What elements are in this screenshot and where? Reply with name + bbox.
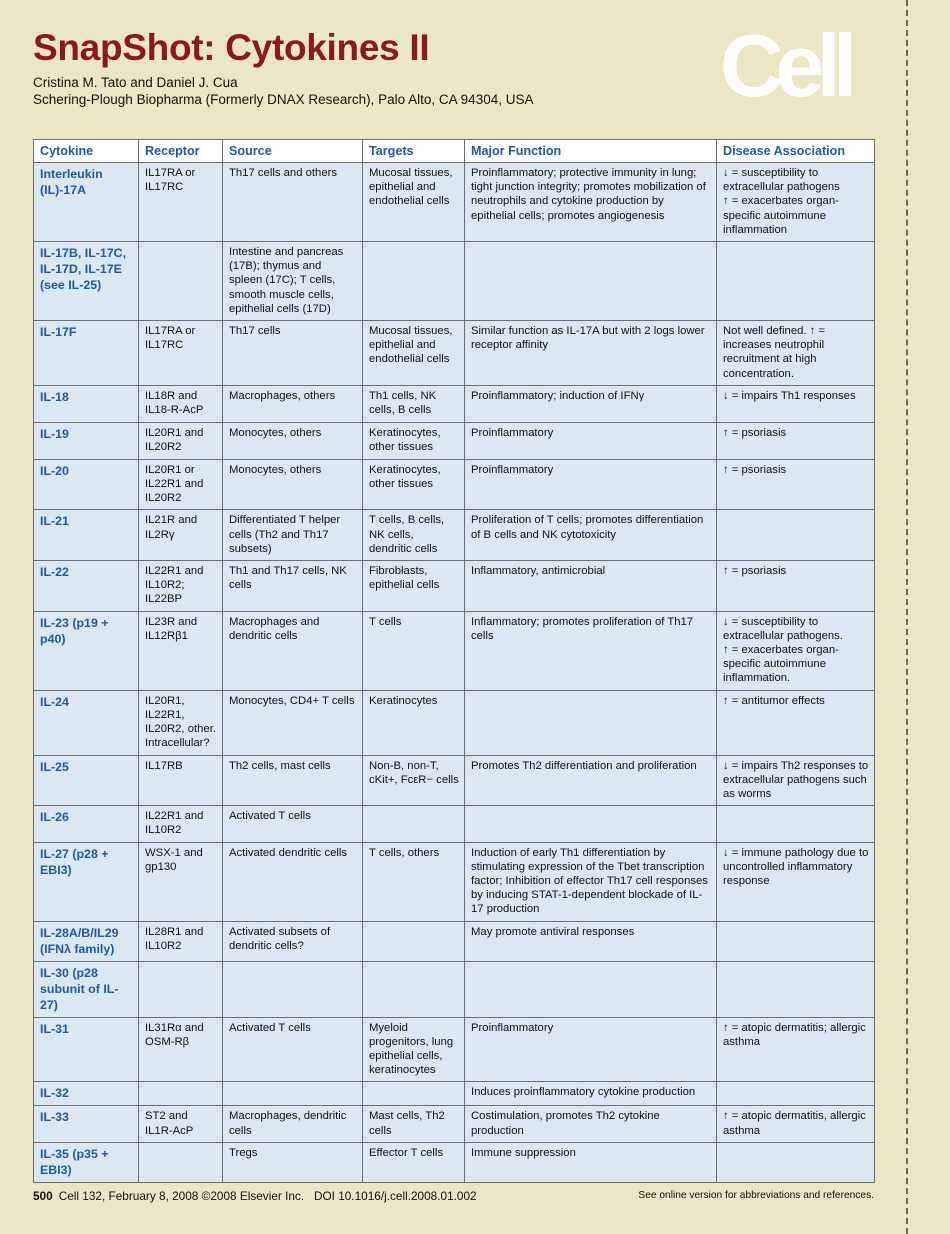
- table-row: [34, 459, 875, 510]
- cell-targets: [363, 1082, 465, 1106]
- cell-cytokine: IL-32: [34, 1082, 139, 1106]
- page-number: 500: [33, 1189, 53, 1203]
- cell-targets: Myeloid progenitors, lung epithelial cells, keratinocytes: [363, 1017, 465, 1082]
- citation: Cell 132, February 8, 2008 ©2008 Elsevier Inc. DOI 10.1016/j.cell.2008.01.002: [58, 1189, 477, 1203]
- cell-source: Macrophages, dendritic cells: [223, 1106, 363, 1143]
- cell-disease-association: [717, 1082, 875, 1106]
- cell-cytokine: IL-35 (p35 + EBI3): [34, 1143, 139, 1183]
- cell-receptor: ST2 and IL1R-AcP: [139, 1106, 223, 1143]
- cell-major-function: Proinflammatory: [465, 1017, 717, 1082]
- cell-targets: T cells, B cells, NK cells, dendritic cells: [363, 510, 465, 561]
- cell-cytokine: IL-20: [34, 459, 139, 510]
- cell-receptor: WSX-1 and gp130: [139, 842, 223, 921]
- cell-major-function: [465, 242, 717, 321]
- cell-receptor: IL28R1 and IL10R2: [139, 921, 223, 961]
- cell-disease-association: ↑ = atopic dermatitis, allergic asthma: [717, 1106, 875, 1143]
- header-disease-association: Disease Association: [717, 140, 875, 163]
- cell-cytokine: Interleukin (IL)-17A: [34, 163, 139, 242]
- cell-targets: Th1 cells, NK cells, B cells: [363, 385, 465, 422]
- header-major-function: Major Function: [465, 140, 717, 163]
- cell-major-function: Proliferation of T cells; promotes differentiation of B cells and NK cytotoxicity: [465, 510, 717, 561]
- cell-source: Macrophages, others: [223, 385, 363, 422]
- cell-receptor: IL17RA or IL17RC: [139, 321, 223, 386]
- cell-cytokine: IL-21: [34, 510, 139, 561]
- cell-receptor: IL31Rα and OSM-Rβ: [139, 1017, 223, 1082]
- cell-targets: Keratinocytes, other tissues: [363, 422, 465, 459]
- table-row: [34, 1143, 875, 1183]
- cell-cytokine: IL-30 (p28 subunit of IL-27): [34, 961, 139, 1017]
- cell-receptor: [139, 1143, 223, 1183]
- cell-source: Th17 cells and others: [223, 163, 363, 242]
- cell-source: Macrophages and dendritic cells: [223, 611, 363, 690]
- header-source: Source: [223, 140, 363, 163]
- cell-disease-association: [717, 961, 875, 1017]
- cell-source: Monocytes, CD4+ T cells: [223, 690, 363, 755]
- cell-disease-association: ↓ = impairs Th1 responses: [717, 385, 875, 422]
- table-row: [34, 1106, 875, 1143]
- cell-targets: T cells: [363, 611, 465, 690]
- cell-disease-association: ↓ = susceptibility to extracellular pathogens. ↑ = exacerbates organ-specific autoimmune inflammation.: [717, 611, 875, 690]
- cell-targets: [363, 961, 465, 1017]
- cell-cytokine: IL-31: [34, 1017, 139, 1082]
- table-row: [34, 385, 875, 422]
- footer-note: See online version for abbreviations and references.: [638, 1190, 874, 1201]
- cell-major-function: Costimulation, promotes Th2 cytokine production: [465, 1106, 717, 1143]
- table-header-row: [34, 140, 875, 163]
- cell-source: Tregs: [223, 1143, 363, 1183]
- table-row: [34, 755, 875, 806]
- footer-citation-block: [33, 1189, 477, 1203]
- cell-major-function: Proinflammatory; induction of IFNγ: [465, 385, 717, 422]
- cell-cytokine: IL-27 (p28 + EBI3): [34, 842, 139, 921]
- cell-source: Th2 cells, mast cells: [223, 755, 363, 806]
- cell-disease-association: [717, 806, 875, 842]
- cell-disease-association: ↓ = impairs Th2 responses to extracellular pathogens such as worms: [717, 755, 875, 806]
- cell-major-function: Inflammatory, antimicrobial: [465, 561, 717, 612]
- cell-receptor: IL22R1 and IL10R2: [139, 806, 223, 842]
- cell-disease-association: [717, 242, 875, 321]
- cell-source: Differentiated T helper cells (Th2 and Th17 subsets): [223, 510, 363, 561]
- cell-targets: [363, 921, 465, 961]
- table-row: [34, 163, 875, 242]
- cell-targets: Mucosal tissues, epithelial and endothelial cells: [363, 163, 465, 242]
- cell-disease-association: [717, 921, 875, 961]
- cell-major-function: [465, 961, 717, 1017]
- cell-source: Monocytes, others: [223, 422, 363, 459]
- cell-major-function: Proinflammatory; protective immunity in lung; tight junction integrity; promotes mobilization of neutrophils and cytokine production by epithelial cells; promotes angiogenesis: [465, 163, 717, 242]
- cell-source: Activated T cells: [223, 806, 363, 842]
- cell-source: Intestine and pancreas (17B); thymus and spleen (17C); T cells, smooth muscle cells, epithelial cells (17D): [223, 242, 363, 321]
- cell-disease-association: ↑ = antitumor effects: [717, 690, 875, 755]
- cell-source: Activated dendritic cells: [223, 842, 363, 921]
- cell-receptor: [139, 961, 223, 1017]
- cell-cytokine: IL-28A/B/IL29 (IFNλ family): [34, 921, 139, 961]
- cell-source: Activated subsets of dendritic cells?: [223, 921, 363, 961]
- cell-major-function: Induces proinflammatory cytokine production: [465, 1082, 717, 1106]
- cell-major-function: [465, 690, 717, 755]
- cell-cytokine: IL-23 (p19 + p40): [34, 611, 139, 690]
- cell-source: Activated T cells: [223, 1017, 363, 1082]
- table-row: [34, 842, 875, 921]
- table-row: [34, 422, 875, 459]
- cell-targets: Non-B, non-T, cKit+, FcεR− cells: [363, 755, 465, 806]
- cell-cytokine: IL-19: [34, 422, 139, 459]
- table-row: [34, 690, 875, 755]
- cell-source: Monocytes, others: [223, 459, 363, 510]
- table-row: [34, 921, 875, 961]
- cell-cytokine: IL-33: [34, 1106, 139, 1143]
- cell-receptor: IL20R1, IL22R1, IL20R2, other. Intracellular?: [139, 690, 223, 755]
- cell-targets: Keratinocytes: [363, 690, 465, 755]
- table-row: [34, 242, 875, 321]
- journal-logo: Cell: [720, 16, 850, 115]
- cell-targets: Fibroblasts, epithelial cells: [363, 561, 465, 612]
- table-row: [34, 806, 875, 842]
- cell-major-function: Similar function as IL-17A but with 2 logs lower receptor affinity: [465, 321, 717, 386]
- cell-disease-association: ↓ = immune pathology due to uncontrolled inflammatory response: [717, 842, 875, 921]
- cell-targets: Mast cells, Th2 cells: [363, 1106, 465, 1143]
- authors: Cristina M. Tato and Daniel J. Cua: [33, 75, 238, 90]
- table-row: [34, 510, 875, 561]
- cell-disease-association: Not well defined. ↑ = increases neutrophil recruitment at high concentration.: [717, 321, 875, 386]
- cell-source: Th1 and Th17 cells, NK cells: [223, 561, 363, 612]
- header-cytokine: Cytokine: [34, 140, 139, 163]
- cell-receptor: [139, 242, 223, 321]
- cell-source: Th17 cells: [223, 321, 363, 386]
- cell-disease-association: ↓ = susceptibility to extracellular pathogens ↑ = exacerbates organ-specific autoimmune inflammation: [717, 163, 875, 242]
- table-row: [34, 1082, 875, 1106]
- cell-cytokine: IL-22: [34, 561, 139, 612]
- cell-targets: [363, 806, 465, 842]
- cell-cytokine: IL-24: [34, 690, 139, 755]
- cell-major-function: Inflammatory; promotes proliferation of Th17 cells: [465, 611, 717, 690]
- table-row: [34, 321, 875, 386]
- cell-source: [223, 961, 363, 1017]
- table-row: [34, 1017, 875, 1082]
- cell-receptor: IL17RB: [139, 755, 223, 806]
- cell-targets: Keratinocytes, other tissues: [363, 459, 465, 510]
- cell-targets: [363, 242, 465, 321]
- cell-cytokine: IL-18: [34, 385, 139, 422]
- cell-receptor: IL21R and IL2Rγ: [139, 510, 223, 561]
- cell-targets: T cells, others: [363, 842, 465, 921]
- cell-targets: Effector T cells: [363, 1143, 465, 1183]
- cytokine-table: [33, 139, 875, 1183]
- cell-disease-association: ↑ = psoriasis: [717, 459, 875, 510]
- header-receptor: Receptor: [139, 140, 223, 163]
- page-title: SnapShot: Cytokines II: [33, 27, 430, 68]
- table-row: [34, 561, 875, 612]
- cell-receptor: IL18R and IL18-R-AcP: [139, 385, 223, 422]
- cell-receptor: IL22R1 and IL10R2; IL22BP: [139, 561, 223, 612]
- cell-disease-association: [717, 1143, 875, 1183]
- cell-cytokine: IL-17F: [34, 321, 139, 386]
- cell-major-function: May promote antiviral responses: [465, 921, 717, 961]
- table-row: [34, 961, 875, 1017]
- cell-receptor: IL20R1 or IL22R1 and IL20R2: [139, 459, 223, 510]
- cell-receptor: IL20R1 and IL20R2: [139, 422, 223, 459]
- table-row: [34, 611, 875, 690]
- affiliation: Schering-Plough Biopharma (Formerly DNAX Research), Palo Alto, CA 94304, USA: [33, 92, 534, 107]
- cell-major-function: Immune suppression: [465, 1143, 717, 1183]
- cell-receptor: IL23R and IL12Rβ1: [139, 611, 223, 690]
- cell-receptor: [139, 1082, 223, 1106]
- cell-cytokine: IL-26: [34, 806, 139, 842]
- cell-cytokine: IL-17B, IL-17C, IL-17D, IL-17E (see IL-25): [34, 242, 139, 321]
- cell-source: [223, 1082, 363, 1106]
- cell-receptor: IL17RA or IL17RC: [139, 163, 223, 242]
- cell-major-function: Induction of early Th1 differentiation by stimulating expression of the Tbet transcription factor; Inhibition of effector Th17 cell responses by inducing STAT-1-dependent blockade of IL-17 production: [465, 842, 717, 921]
- cell-major-function: [465, 806, 717, 842]
- cell-disease-association: ↑ = atopic dermatitis; allergic asthma: [717, 1017, 875, 1082]
- cell-major-function: Proinflammatory: [465, 459, 717, 510]
- header-targets: Targets: [363, 140, 465, 163]
- cell-disease-association: ↑ = psoriasis: [717, 561, 875, 612]
- cell-disease-association: [717, 510, 875, 561]
- cell-major-function: Promotes Th2 differentiation and proliferation: [465, 755, 717, 806]
- page-cut-line: [906, 0, 908, 1234]
- cell-targets: Mucosal tissues, epithelial and endothelial cells: [363, 321, 465, 386]
- cell-cytokine: IL-25: [34, 755, 139, 806]
- cell-disease-association: ↑ = psoriasis: [717, 422, 875, 459]
- author-block: [33, 74, 533, 108]
- cell-major-function: Proinflammatory: [465, 422, 717, 459]
